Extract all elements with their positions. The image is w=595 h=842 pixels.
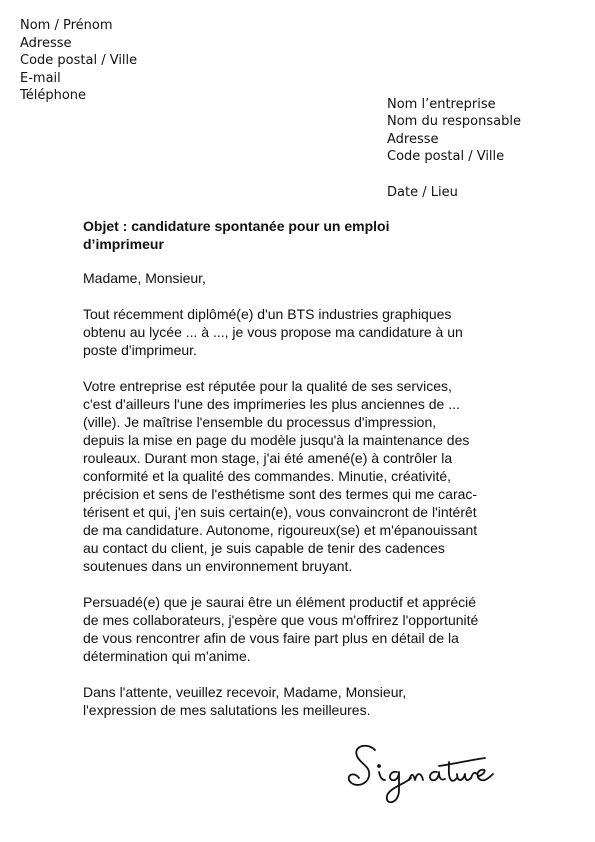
text-line: soutenues dans un environnement bruyant.	[83, 558, 353, 574]
subject-line: Objet : candidature spontanée pour un emploi	[83, 218, 390, 234]
text-line: précision et sens de l'esthétisme sont des termes qui me carac-	[83, 486, 478, 502]
subject-line: d’imprimeur	[83, 236, 164, 252]
text-line: c'est d'ailleurs l'une des imprimeries les plus anciennes de ...	[83, 396, 460, 412]
paragraph-company	[83, 377, 523, 575]
sender-address: Adresse	[20, 35, 72, 51]
letter-body	[83, 217, 523, 737]
recipient-address: Adresse	[387, 131, 439, 147]
text-line: détermination qui m'anime.	[83, 648, 251, 664]
text-line: térisent et qui, j'en suis certain(e), vous convaincront de l'intérêt	[83, 504, 477, 520]
handwritten-signature	[345, 738, 495, 813]
paragraph-closing	[83, 683, 523, 719]
sender-name: Nom / Prénom	[20, 18, 113, 33]
text-line: de vous rencontrer afin de vous faire part plus en détail de la	[83, 630, 459, 646]
text-line: rouleaux. Durant mon stage, j'ai été amené(e) à contrôler la	[83, 450, 453, 466]
text-line: conformité et la qualité des commandes. Minutie, créativité,	[83, 468, 452, 484]
salutation	[83, 269, 523, 287]
text-line: de ma candidature. Autonome, rigoureux(se) et m'épanouissant	[83, 522, 478, 538]
recipient-postal: Code postal / Ville	[387, 149, 505, 165]
sender-postal: Code postal / Ville	[20, 53, 138, 69]
text-line: poste d'imprimeur.	[83, 342, 197, 358]
text-line: l'expression de mes salutations les meilleures.	[83, 702, 371, 718]
salutation-text: Madame, Monsieur,	[83, 270, 206, 286]
text-line: (ville). Je maîtrise l'ensemble du processus d'impression,	[83, 414, 437, 430]
text-line: de mes collaborateurs, j'espère que vous m'offrirez l'opportunité	[83, 612, 479, 628]
paragraph-intro	[83, 305, 523, 359]
text-line: au contact du client, je suis capable de tenir des cadences	[83, 540, 445, 556]
text-line: Votre entreprise est réputée pour la qualité de ses services,	[83, 378, 452, 394]
text-line: depuis la mise en page du modèle jusqu'à la maintenance des	[83, 432, 470, 448]
sender-block	[20, 17, 137, 105]
recipient-manager: Nom du responsable	[387, 114, 521, 130]
date-place: Date / Lieu	[387, 185, 458, 200]
text-line: Dans l'attente, veuillez recevoir, Madame, Monsieur,	[83, 684, 407, 700]
paragraph-motivation	[83, 593, 523, 665]
sender-phone: Téléphone	[20, 88, 87, 104]
recipient-company: Nom l’entreprise	[387, 97, 496, 112]
text-line: obtenu au lycée ... à ..., je vous propose ma candidature à un	[83, 324, 463, 340]
sender-email: E-mail	[20, 70, 61, 86]
text-line: Persuadé(e) que je saurai être un élément productif et apprécié	[83, 594, 477, 610]
recipient-block	[387, 96, 521, 166]
letter-subject	[83, 217, 523, 253]
text-line: Tout récemment diplômé(e) d'un BTS industries graphiques	[83, 306, 452, 322]
